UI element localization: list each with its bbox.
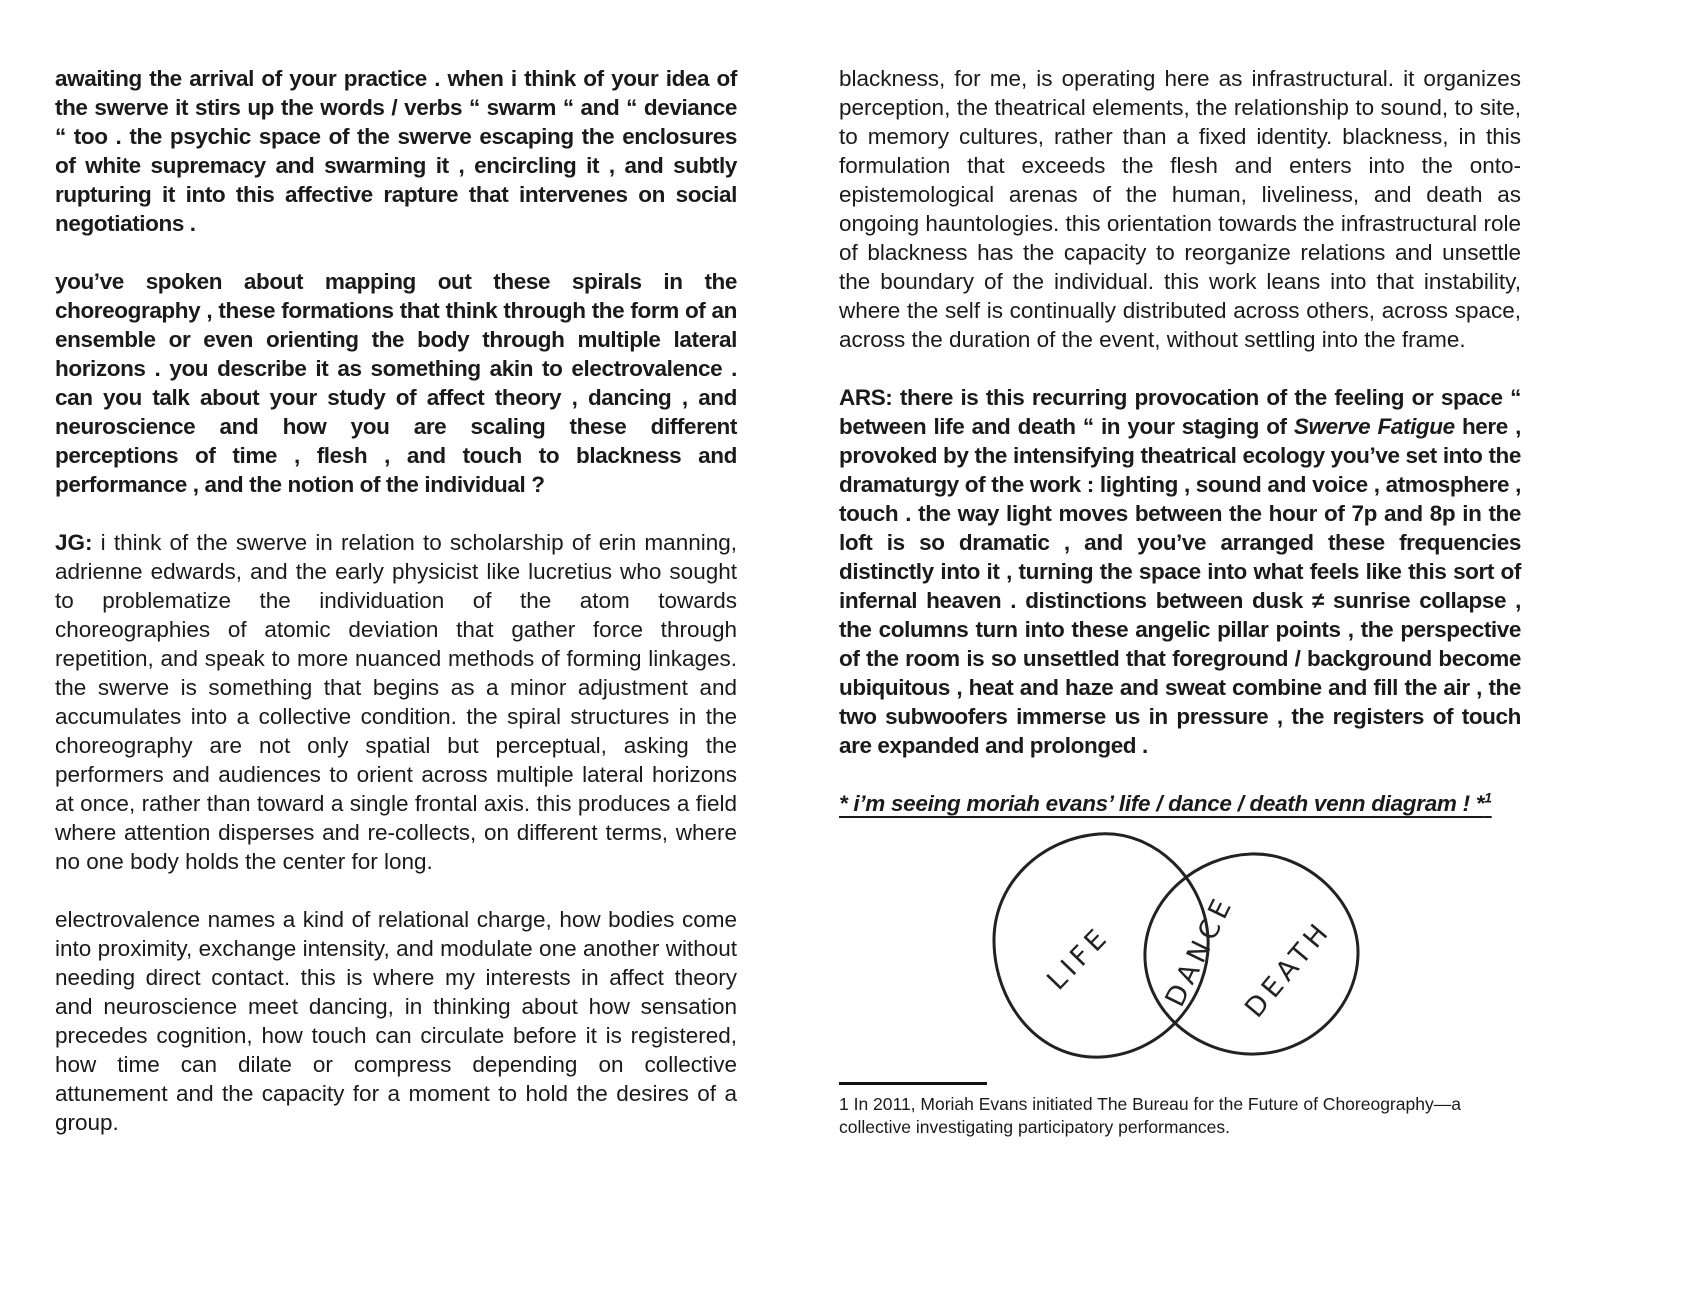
ars-question-part1: ARS: there is this recurring provocation of the feeling or space “ between life and death “ in your staging of [839, 385, 1521, 439]
footnote-text: 1 In 2011, Moriah Evans initiated The Bureau for the Future of Choreography—a collective investigating participatory performances. [839, 1094, 1461, 1137]
paragraph-blackness: blackness, for me, is operating here as infrastructural. it organizes perception, the theatrical elements, the relationship to sound, to site, to memory cultures, rather than a fixed identity. blackness, in this formulation that exceeds the flesh and enters into the onto-epistemological arenas of the human, liveliness, and death as ongoing hauntologies. this orientation towards the infrastructural role of blackness has the capacity to reorganize relations and unsettle the boundary of the individual. this work leans into that instability, where the self is continually distributed across others, across space, across the duration of the event, without settling into the frame. [839, 66, 1521, 352]
venn-label-dance: DANCE [1159, 890, 1241, 1012]
venn-annotation-line [839, 789, 1521, 818]
footnote-rule [839, 1082, 987, 1085]
right-column [839, 64, 1521, 1166]
ars-question-part2: here , provoked by the intensifying theatrical ecology you’ve set into the dramaturgy of the work : lighting , sound and voice , atmosphere , touch . the way light moves between the hour of 7p and 8p in the loft is so dramatic , and you’ve arranged these frequencies distinctly into it , turning the space into what feels like this sort of infernal heaven . distinctions between dusk ≠ sunrise collapse , the columns turn into these angelic pillar points , the perspective of the room is so unsettled that foreground / background become ubiquitous , heat and haze and sweat combine and fill the air , the two subwoofers immerse us in pressure , the registers of touch are expanded and prolonged . [839, 414, 1521, 758]
venn-diagram-svg [987, 828, 1367, 1068]
venn-diagram [987, 828, 1367, 1068]
paragraph-ars-question [839, 383, 1521, 760]
speaker-label-jg: JG: [55, 530, 93, 555]
paragraph-jg-answer [55, 528, 737, 876]
footnote-marker: 1 [1484, 789, 1492, 806]
paragraph-awaiting: awaiting the arrival of your practice . when i think of your idea of the swerve it stirs up the words / verbs “ swarm “ and “ deviance “ too . the psychic space of the swerve escaping the enclosures of white supremacy and swarming it , encircling it , and subtly rupturing it into this affective rapture that intervenes on social negotiations . [55, 66, 737, 236]
venn-label-life: LIFE [1041, 920, 1117, 997]
venn-circle-death [1145, 854, 1358, 1054]
paragraph-question-spirals: you’ve spoken about mapping out these spirals in the choreography , these formations that think through the form of an ensemble or even orienting the body through multiple lateral horizons . you describe it as something akin to electrovalence . can you talk about your study of affect theory , dancing , and neuroscience and how you are scaling these different perceptions of time , flesh , and touch to blackness and performance , and the notion of the individual ? [55, 269, 737, 497]
paragraph-electrovalence: electrovalence names a kind of relational charge, how bodies come into proximity, exchange intensity, and modulate one another without needing direct contact. this is where my interests in affect theory and neuroscience meet dancing, in thinking about how sensation precedes cognition, how touch can circulate before it is registered, how time can dilate or compress depending on collective attunement and the capacity for a moment to hold the desires of a group. [55, 907, 737, 1135]
jg-answer-text: i think of the swerve in relation to scholarship of erin manning, adrienne edwards, and the early physicist like lucretius who sought to problematize the individuation of the atom towards choreographies of atomic deviation that gather force through repetition, and speak to more nuanced methods of forming linkages. the swerve is something that begins as a minor adjustment and accumulates into a collective condition. the spiral structures in the choreography are not only spatial but perceptual, asking the performers and audiences to orient across multiple lateral horizons at once, rather than toward a single frontal axis. this produces a field where attention disperses and re-collects, on different terms, where no one body holds the center for long. [55, 530, 737, 874]
venn-annotation-text: * i’m seeing moriah evans’ life / dance / death venn diagram ! * [839, 791, 1485, 816]
left-column [55, 64, 737, 1166]
work-title-swerve-fatigue: Swerve Fatigue [1293, 414, 1455, 439]
venn-label-death: DEATH [1239, 914, 1338, 1024]
